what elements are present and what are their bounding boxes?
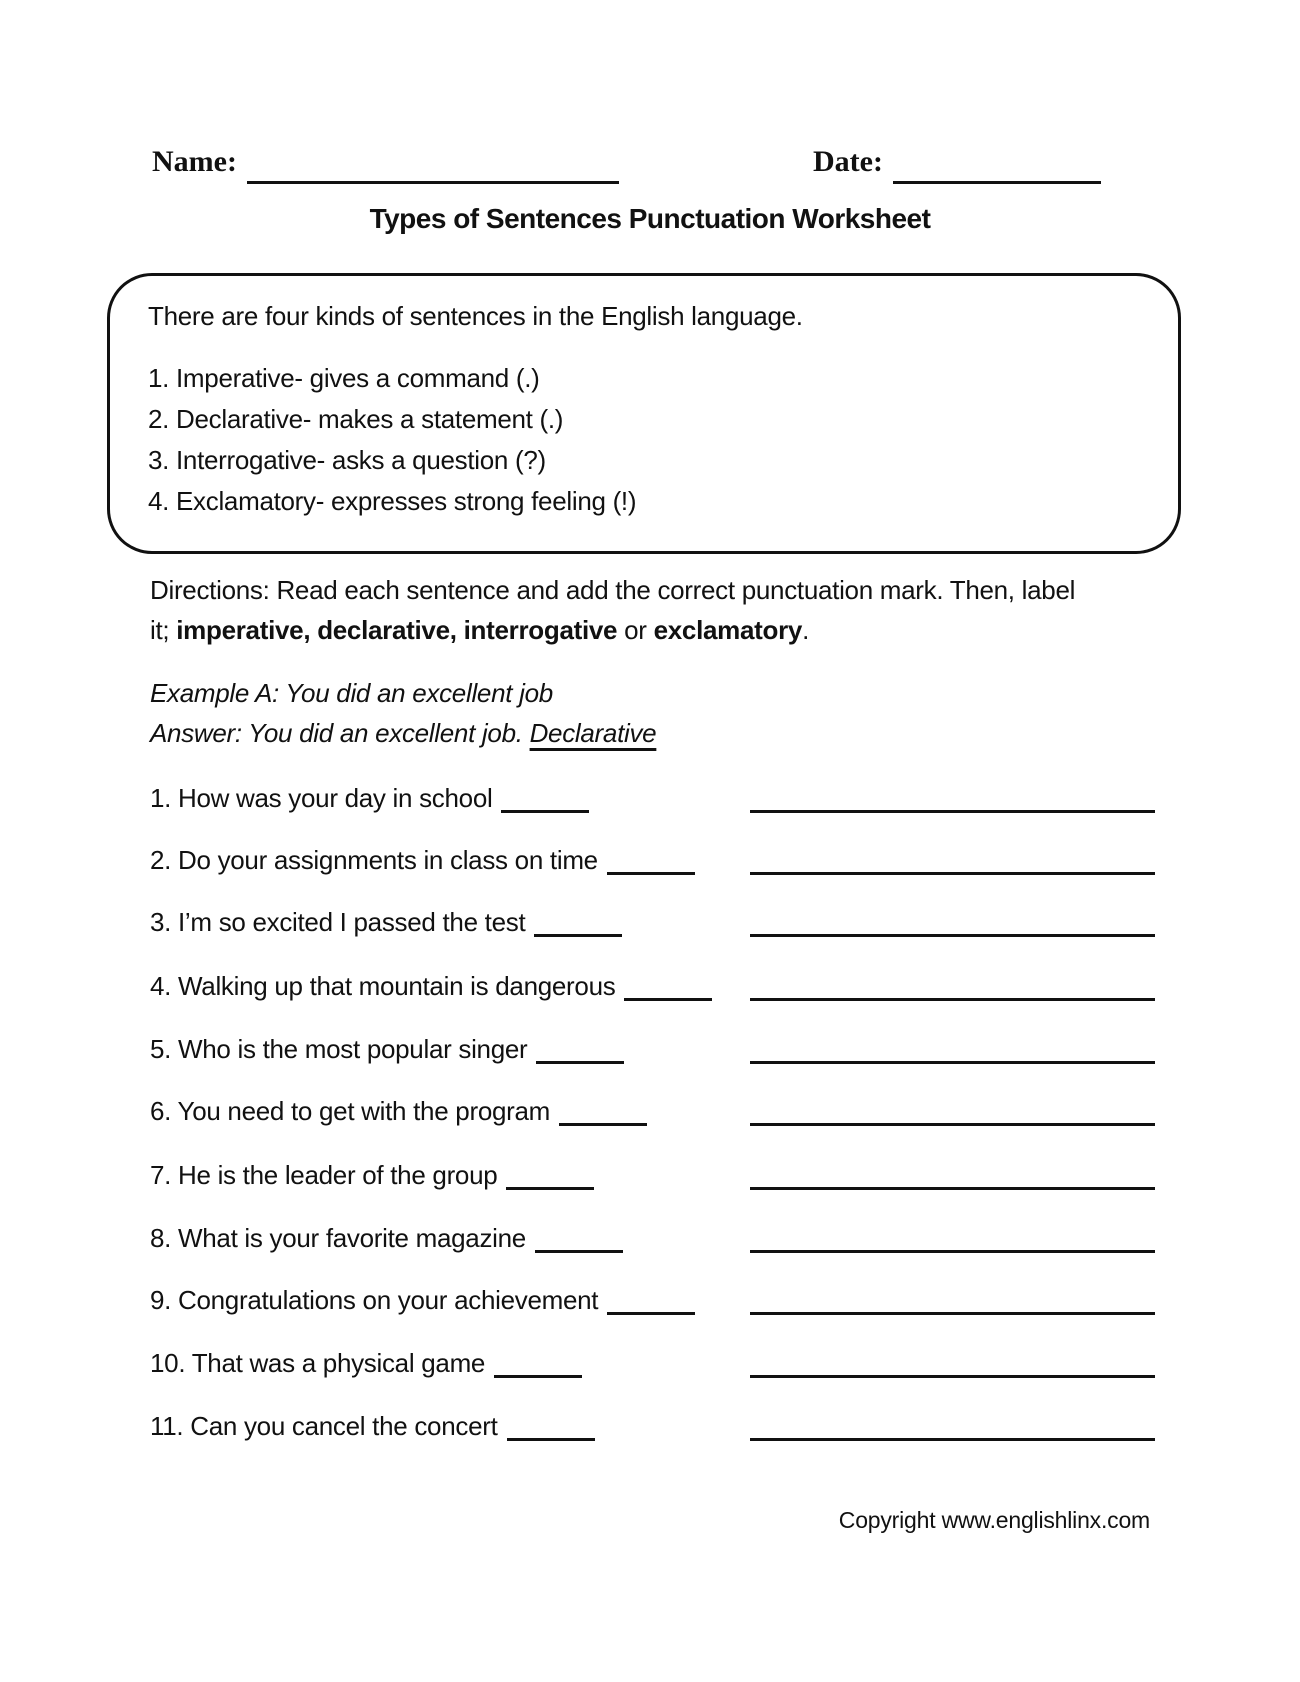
- punctuation-blank: [607, 872, 695, 875]
- question-row-11: [150, 1406, 1155, 1446]
- directions-line2-period: .: [802, 615, 809, 645]
- punctuation-blank: [534, 934, 622, 937]
- question-row-9: [150, 1280, 1155, 1320]
- punctuation-blank: [501, 810, 589, 813]
- directions-term-exclamatory: exclamatory: [653, 615, 803, 645]
- example-prompt: Example A: You did an excellent job: [150, 678, 553, 708]
- answer-blank: [750, 872, 1155, 875]
- question-row-8: [150, 1218, 1155, 1258]
- answer-blank: [750, 1061, 1155, 1064]
- type-item-imperative: 1. Imperative- gives a command (.): [148, 363, 540, 393]
- sentence-types-box: [107, 273, 1181, 554]
- name-field: [152, 140, 619, 184]
- directions-line2-or: or: [617, 615, 654, 645]
- example-answer-label: Declarative: [529, 718, 657, 748]
- type-item-interrogative: 3. Interrogative- asks a question (?): [148, 445, 546, 475]
- answer-blank: [750, 1123, 1155, 1126]
- question-row-3: [150, 902, 1155, 942]
- question-text: 1. How was your day in school: [150, 783, 493, 813]
- type-item-declarative: 2. Declarative- makes a statement (.): [148, 404, 564, 434]
- directions-line1: Directions: Read each sentence and add the correct punctuation mark. Then, label: [150, 575, 1076, 605]
- question-text: 6. You need to get with the program: [150, 1096, 551, 1126]
- question-text: 9. Congratulations on your achievement: [150, 1285, 599, 1315]
- example-answer: [150, 713, 656, 753]
- directions-line2-pre: it;: [150, 615, 177, 645]
- answer-blank: [750, 934, 1155, 937]
- punctuation-blank: [624, 998, 712, 1001]
- example-block: [150, 673, 656, 753]
- punctuation-blank: [507, 1438, 595, 1441]
- answer-blank: [750, 998, 1155, 1001]
- question-text: 10. That was a physical game: [150, 1348, 486, 1378]
- question-text: 8. What is your favorite magazine: [150, 1223, 526, 1253]
- question-text: 7. He is the leader of the group: [150, 1160, 498, 1190]
- question-row-7: [150, 1155, 1155, 1195]
- question-text: 11. Can you cancel the concert: [150, 1411, 498, 1441]
- punctuation-blank: [559, 1123, 647, 1126]
- answer-blank: [750, 1438, 1155, 1441]
- date-field: [813, 140, 1101, 184]
- directions-term-imperative: imperative,: [176, 615, 311, 645]
- question-text: 2. Do your assignments in class on time: [150, 845, 598, 875]
- directions-term-declarative: declarative,: [317, 615, 457, 645]
- question-row-6: [150, 1091, 1155, 1131]
- answer-blank: [750, 1250, 1155, 1253]
- answer-blank: [750, 1312, 1155, 1315]
- punctuation-blank: [494, 1375, 582, 1378]
- question-text: 5. Who is the most popular singer: [150, 1034, 528, 1064]
- question-row-5: [150, 1029, 1155, 1069]
- punctuation-blank: [535, 1250, 623, 1253]
- directions-line2: [150, 610, 1075, 650]
- directions-line2-sp2: [457, 615, 464, 645]
- directions: [150, 570, 1075, 650]
- type-item-exclamatory: 4. Exclamatory- expresses strong feeling (!): [148, 486, 637, 516]
- date-label: Date:: [813, 145, 883, 178]
- answer-blank: [750, 1187, 1155, 1190]
- punctuation-blank: [506, 1187, 594, 1190]
- punctuation-blank: [607, 1312, 695, 1315]
- directions-term-interrogative: interrogative: [463, 615, 618, 645]
- types-list: [148, 358, 1148, 522]
- question-text: 3. I’m so excited I passed the test: [150, 907, 526, 937]
- example-answer-prefix: Answer: You did an excellent job.: [150, 718, 530, 748]
- copyright-text: Copyright www.englishlinx.com: [838, 1507, 1150, 1533]
- punctuation-blank: [536, 1061, 624, 1064]
- question-row-10: [150, 1343, 1155, 1383]
- question-row-2: [150, 840, 1155, 880]
- worksheet-title: Types of Sentences Punctuation Worksheet: [369, 203, 931, 234]
- types-intro: There are four kinds of sentences in the English language.: [148, 301, 803, 331]
- question-text: 4. Walking up that mountain is dangerous: [150, 971, 616, 1001]
- name-label: Name:: [152, 145, 237, 178]
- date-blank-line: [893, 180, 1101, 184]
- question-row-4: [150, 966, 1155, 1006]
- answer-blank: [750, 810, 1155, 813]
- name-blank-line: [247, 180, 619, 184]
- answer-blank: [750, 1375, 1155, 1378]
- question-row-1: [150, 778, 1155, 818]
